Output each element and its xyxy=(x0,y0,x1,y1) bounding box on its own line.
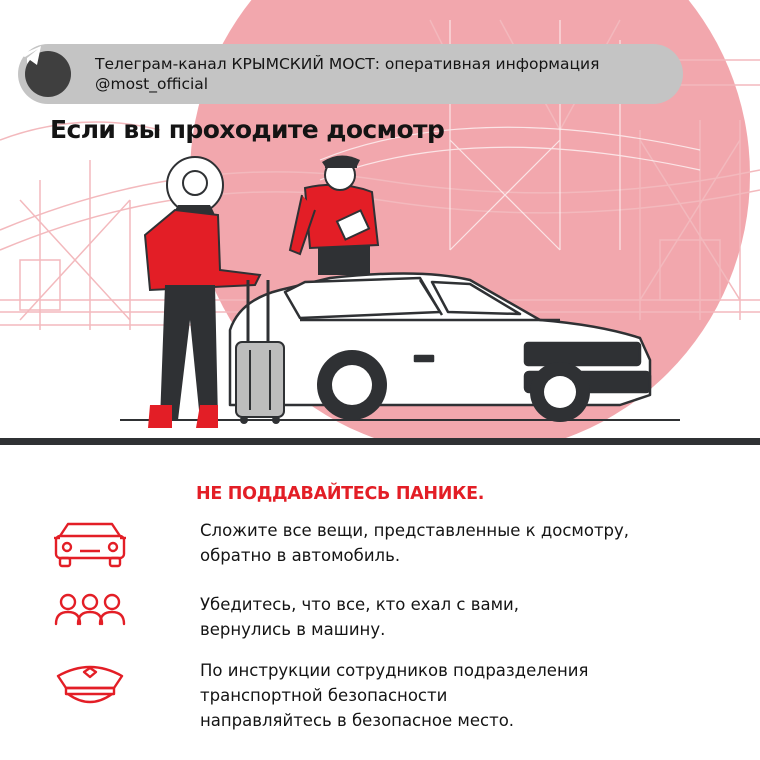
step-item-3 xyxy=(50,658,680,733)
step-line: вернулись в машину. xyxy=(200,620,386,639)
step-line: Сложите все вещи, представленные к досмотру, xyxy=(200,521,630,540)
channel-banner[interactable] xyxy=(18,44,683,104)
step-line: Убедитесь, что все, кто ехал с вами, xyxy=(200,595,520,614)
channel-title: Телеграм-канал КРЫМСКИЙ МОСТ: оперативная информация xyxy=(95,55,600,73)
car-icon xyxy=(50,518,130,574)
step-text xyxy=(200,658,680,733)
step-line: транспортной безопасности xyxy=(200,686,448,705)
step-line: обратно в автомобиль. xyxy=(200,546,401,565)
channel-handle[interactable]: @most_official xyxy=(95,75,209,93)
divider xyxy=(0,438,760,445)
step-item-1 xyxy=(50,518,680,574)
step-text xyxy=(200,518,680,568)
step-line: направляйтесь в безопасное место. xyxy=(200,711,515,730)
banner-text xyxy=(95,54,599,94)
page-title: Если вы проходите досмотр xyxy=(50,115,445,144)
warning-text: НЕ ПОДДАВАЙТЕСЬ ПАНИКЕ. xyxy=(196,484,485,504)
officer-cap-icon xyxy=(50,658,130,714)
step-item-2 xyxy=(50,592,680,648)
telegram-icon[interactable] xyxy=(25,51,71,97)
step-line: По инструкции сотрудников подразделения xyxy=(200,661,589,680)
step-text xyxy=(200,592,680,642)
people-icon xyxy=(50,592,130,648)
